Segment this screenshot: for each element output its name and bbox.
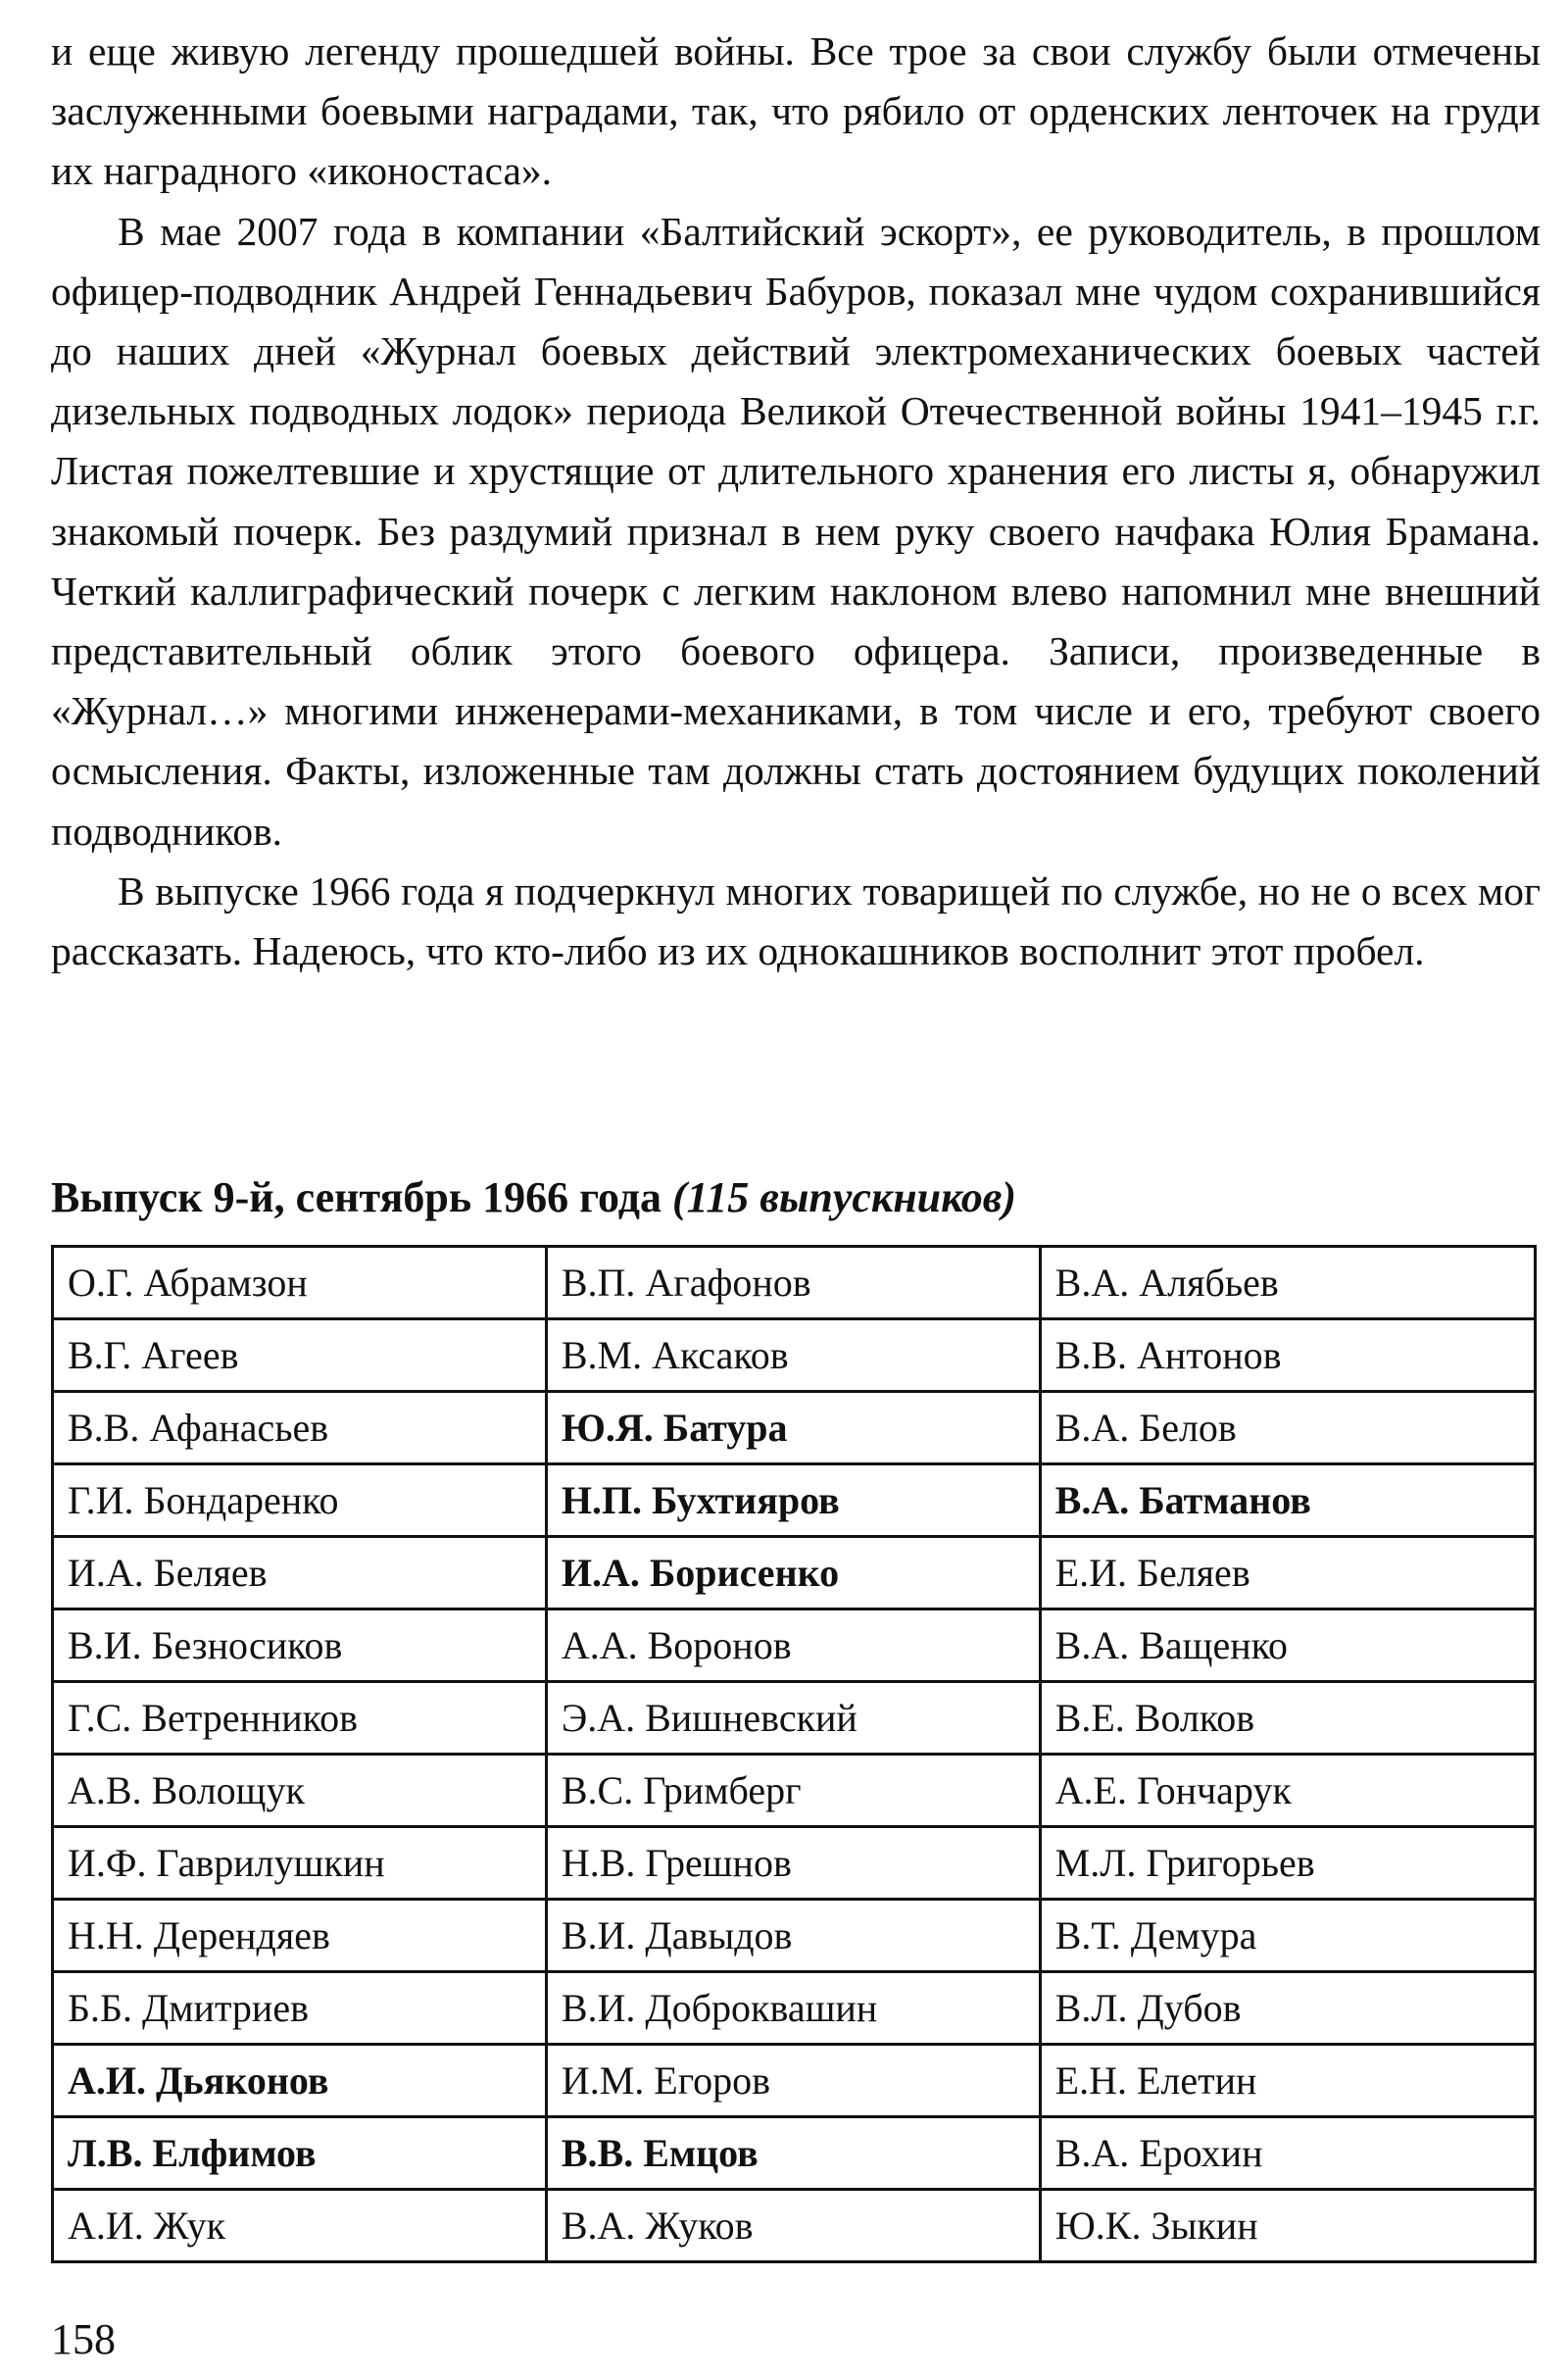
table-cell: Г.С. Ветренников [53,1682,547,1755]
table-cell-highlighted: И.А. Борисенко [546,1537,1040,1609]
table-row [53,1464,1536,1537]
table-row [53,1537,1536,1609]
table-row [53,1827,1536,1900]
table-cell: В.М. Аксаков [546,1319,1040,1392]
page-number: 158 [51,2315,116,2363]
graduates-table [51,1245,1537,2263]
table-cell-highlighted: Л.В. Елфимов [53,2117,547,2190]
table-cell: В.Г. Агеев [53,1319,547,1392]
section-subtitle: (115 выпускников) [671,1173,1017,1221]
table-cell: В.И. Безносиков [53,1609,547,1682]
table-cell: В.А. Жуков [546,2190,1040,2262]
table-row [53,1392,1536,1464]
paragraph-graduates: В выпуске 1966 года я подчеркнул многих товарищей по службе, но не о всех мог рассказать. Надеюсь, что кто-либо из их однокашников восполнит этот пробел. [51,867,1541,974]
table-row [53,2190,1536,2262]
table-row [53,1319,1536,1392]
table-cell-highlighted: А.И. Дьяконов [53,2045,547,2117]
table-cell: В.В. Афанасьев [53,1392,547,1464]
table-row [53,2117,1536,2190]
table-cell-highlighted: В.А. Батманов [1040,1464,1535,1537]
table-row [53,1972,1536,2045]
table-row [53,1247,1536,1319]
table-cell: Е.Н. Елетин [1040,2045,1535,2117]
table-cell: М.Л. Григорьев [1040,1827,1535,1900]
paragraph-continuation: и еще живую легенду прошедшей войны. Все трое за свои службу были отмечены заслуженными боевыми наградами, так, что рябило от орденских ленточек на груди их наградного «иконостаса». [51,28,1541,194]
table-row [53,1609,1536,1682]
table-cell: Б.Б. Дмитриев [53,1972,547,2045]
table-cell: О.Г. Абрамзон [53,1247,547,1319]
table-cell: Н.В. Грешнов [546,1827,1040,1900]
table-cell: В.И. Давыдов [546,1900,1040,1972]
table-cell: В.В. Антонов [1040,1319,1535,1392]
table-row [53,1682,1536,1755]
table-cell-highlighted: В.В. Емцов [546,2117,1040,2190]
table-cell: Г.И. Бондаренко [53,1464,547,1537]
table-cell: В.А. Ерохин [1040,2117,1535,2190]
section-heading [51,1168,1016,1227]
table-cell: И.М. Егоров [546,2045,1040,2117]
table-row [53,1755,1536,1827]
section-title: Выпуск 9-й, сентябрь 1966 года [51,1173,662,1221]
table-cell: Н.Н. Дерендяев [53,1900,547,1972]
table-cell: В.А. Алябьев [1040,1247,1535,1319]
table-cell: А.Е. Гончарук [1040,1755,1535,1827]
table-cell: А.И. Жук [53,2190,547,2262]
table-cell: В.Л. Дубов [1040,1972,1535,2045]
table-cell: В.И. Доброквашин [546,1972,1040,2045]
table-cell: Э.А. Вишневский [546,1682,1040,1755]
page-body [51,22,1541,981]
table-cell: В.А. Белов [1040,1392,1535,1464]
table-cell: И.Ф. Гаврилушкин [53,1827,547,1900]
table-row [53,2045,1536,2117]
table-cell: Е.И. Беляев [1040,1537,1535,1609]
table-cell: И.А. Беляев [53,1537,547,1609]
table-cell: В.П. Агафонов [546,1247,1040,1319]
table-cell: А.А. Воронов [546,1609,1040,1682]
paragraph-journal: В мае 2007 года в компании «Балтийский эскорт», ее руководитель, в прошлом офицер-подводник Андрей Геннадьевич Бабуров, показал мне чудом сохранившийся до наших дней «Журнал боевых действий электромеханических боевых частей дизельных подводных лодок» периода Великой Отечественной войны 1941–1945 г.г. Листая пожелтевшие и хрустящие от длительного хранения его листы я, обнаружил знакомый почерк. Без раздумий признал в нем руку своего начфака Юлия Брамана. Четкий каллиграфический почерк с легким наклоном влево напомнил мне внешний представительный облик этого боевого офицера. Записи, произведенные в «Журнал…» многими инженерами-механиками, в том числе и его, требуют своего осмысления. Факты, изложенные там должны стать достоянием будущих поколений подводников. [51,208,1541,854]
table-cell: А.В. Волощук [53,1755,547,1827]
table-cell: Ю.К. Зыкин [1040,2190,1535,2262]
table-cell-highlighted: Ю.Я. Батура [546,1392,1040,1464]
table-cell: В.Е. Волков [1040,1682,1535,1755]
table-row [53,1900,1536,1972]
table-cell: В.С. Гримберг [546,1755,1040,1827]
table-cell: В.А. Ващенко [1040,1609,1535,1682]
table-cell-highlighted: Н.П. Бухтияров [546,1464,1040,1537]
table-cell: В.Т. Демура [1040,1900,1535,1972]
